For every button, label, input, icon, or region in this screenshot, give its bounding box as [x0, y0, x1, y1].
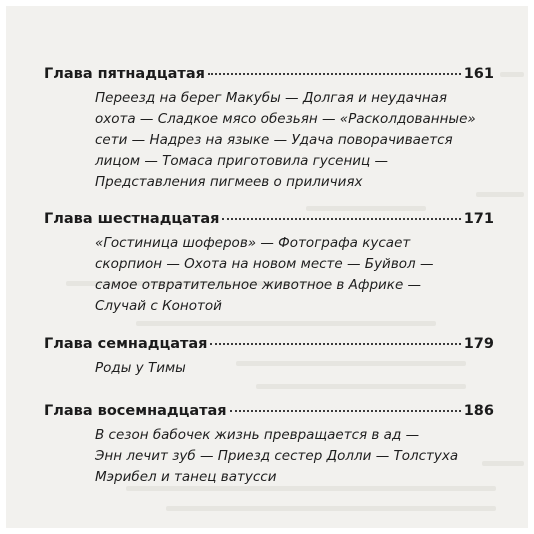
- bleed-through-line: [136, 321, 436, 326]
- bleed-through-line: [500, 72, 524, 77]
- page-number: 161: [463, 66, 494, 82]
- toc-entry[interactable]: [44, 403, 494, 488]
- dot-leader: [210, 343, 460, 345]
- chapter-summary: [95, 358, 494, 379]
- chapter-summary: [95, 88, 494, 193]
- chapter-title: Глава восемнадцатая: [44, 403, 227, 419]
- summary-line: Мэрибел и танец ватусси: [95, 469, 277, 485]
- dot-leader: [222, 218, 460, 220]
- summary-line: охота — Сладкое мясо обезьян — «Расколдованные»: [95, 111, 476, 127]
- summary-line: Переезд на берег Макубы — Долгая и неудачная: [95, 90, 448, 106]
- dot-leader: [208, 73, 461, 75]
- dot-leader: [230, 410, 461, 412]
- book-page: [6, 6, 528, 528]
- chapter-title: Глава пятнадцатая: [44, 66, 205, 82]
- summary-line: Энн лечит зуб — Приезд сестер Долли — Толстуха: [95, 448, 459, 464]
- summary-line: самое отвратительное животное в Африке —: [95, 277, 422, 293]
- summary-line: скорпион — Охота на новом месте — Буйвол —: [95, 256, 434, 272]
- bleed-through-line: [166, 506, 496, 511]
- toc-entry[interactable]: [44, 66, 494, 193]
- summary-line: лицом — Томаса приготовила гусениц —: [95, 153, 389, 169]
- summary-line: Представления пигмеев о приличиях: [95, 174, 363, 190]
- summary-line: Случай с Конотой: [95, 298, 222, 314]
- chapter-heading: [44, 66, 494, 88]
- chapter-heading: [44, 403, 494, 425]
- summary-line: сети — Надрез на языке — Удача поворачивается: [95, 132, 453, 148]
- chapter-summary: [95, 233, 494, 317]
- page-number: 171: [463, 211, 494, 227]
- page-number: 186: [463, 403, 494, 419]
- chapter-heading: [44, 336, 494, 358]
- toc-entry[interactable]: [44, 336, 494, 379]
- summary-line: Роды у Тимы: [95, 360, 186, 376]
- summary-line: В сезон бабочек жизнь превращается в ад —: [95, 427, 420, 443]
- chapter-heading: [44, 211, 494, 233]
- chapter-summary: [95, 425, 494, 488]
- summary-line: «Гостиница шоферов» — Фотографа кусает: [95, 235, 411, 251]
- bleed-through-line: [256, 384, 466, 389]
- toc-entry[interactable]: [44, 211, 494, 317]
- chapter-title: Глава семнадцатая: [44, 336, 208, 352]
- chapter-title: Глава шестнадцатая: [44, 211, 220, 227]
- page-number: 179: [463, 336, 494, 352]
